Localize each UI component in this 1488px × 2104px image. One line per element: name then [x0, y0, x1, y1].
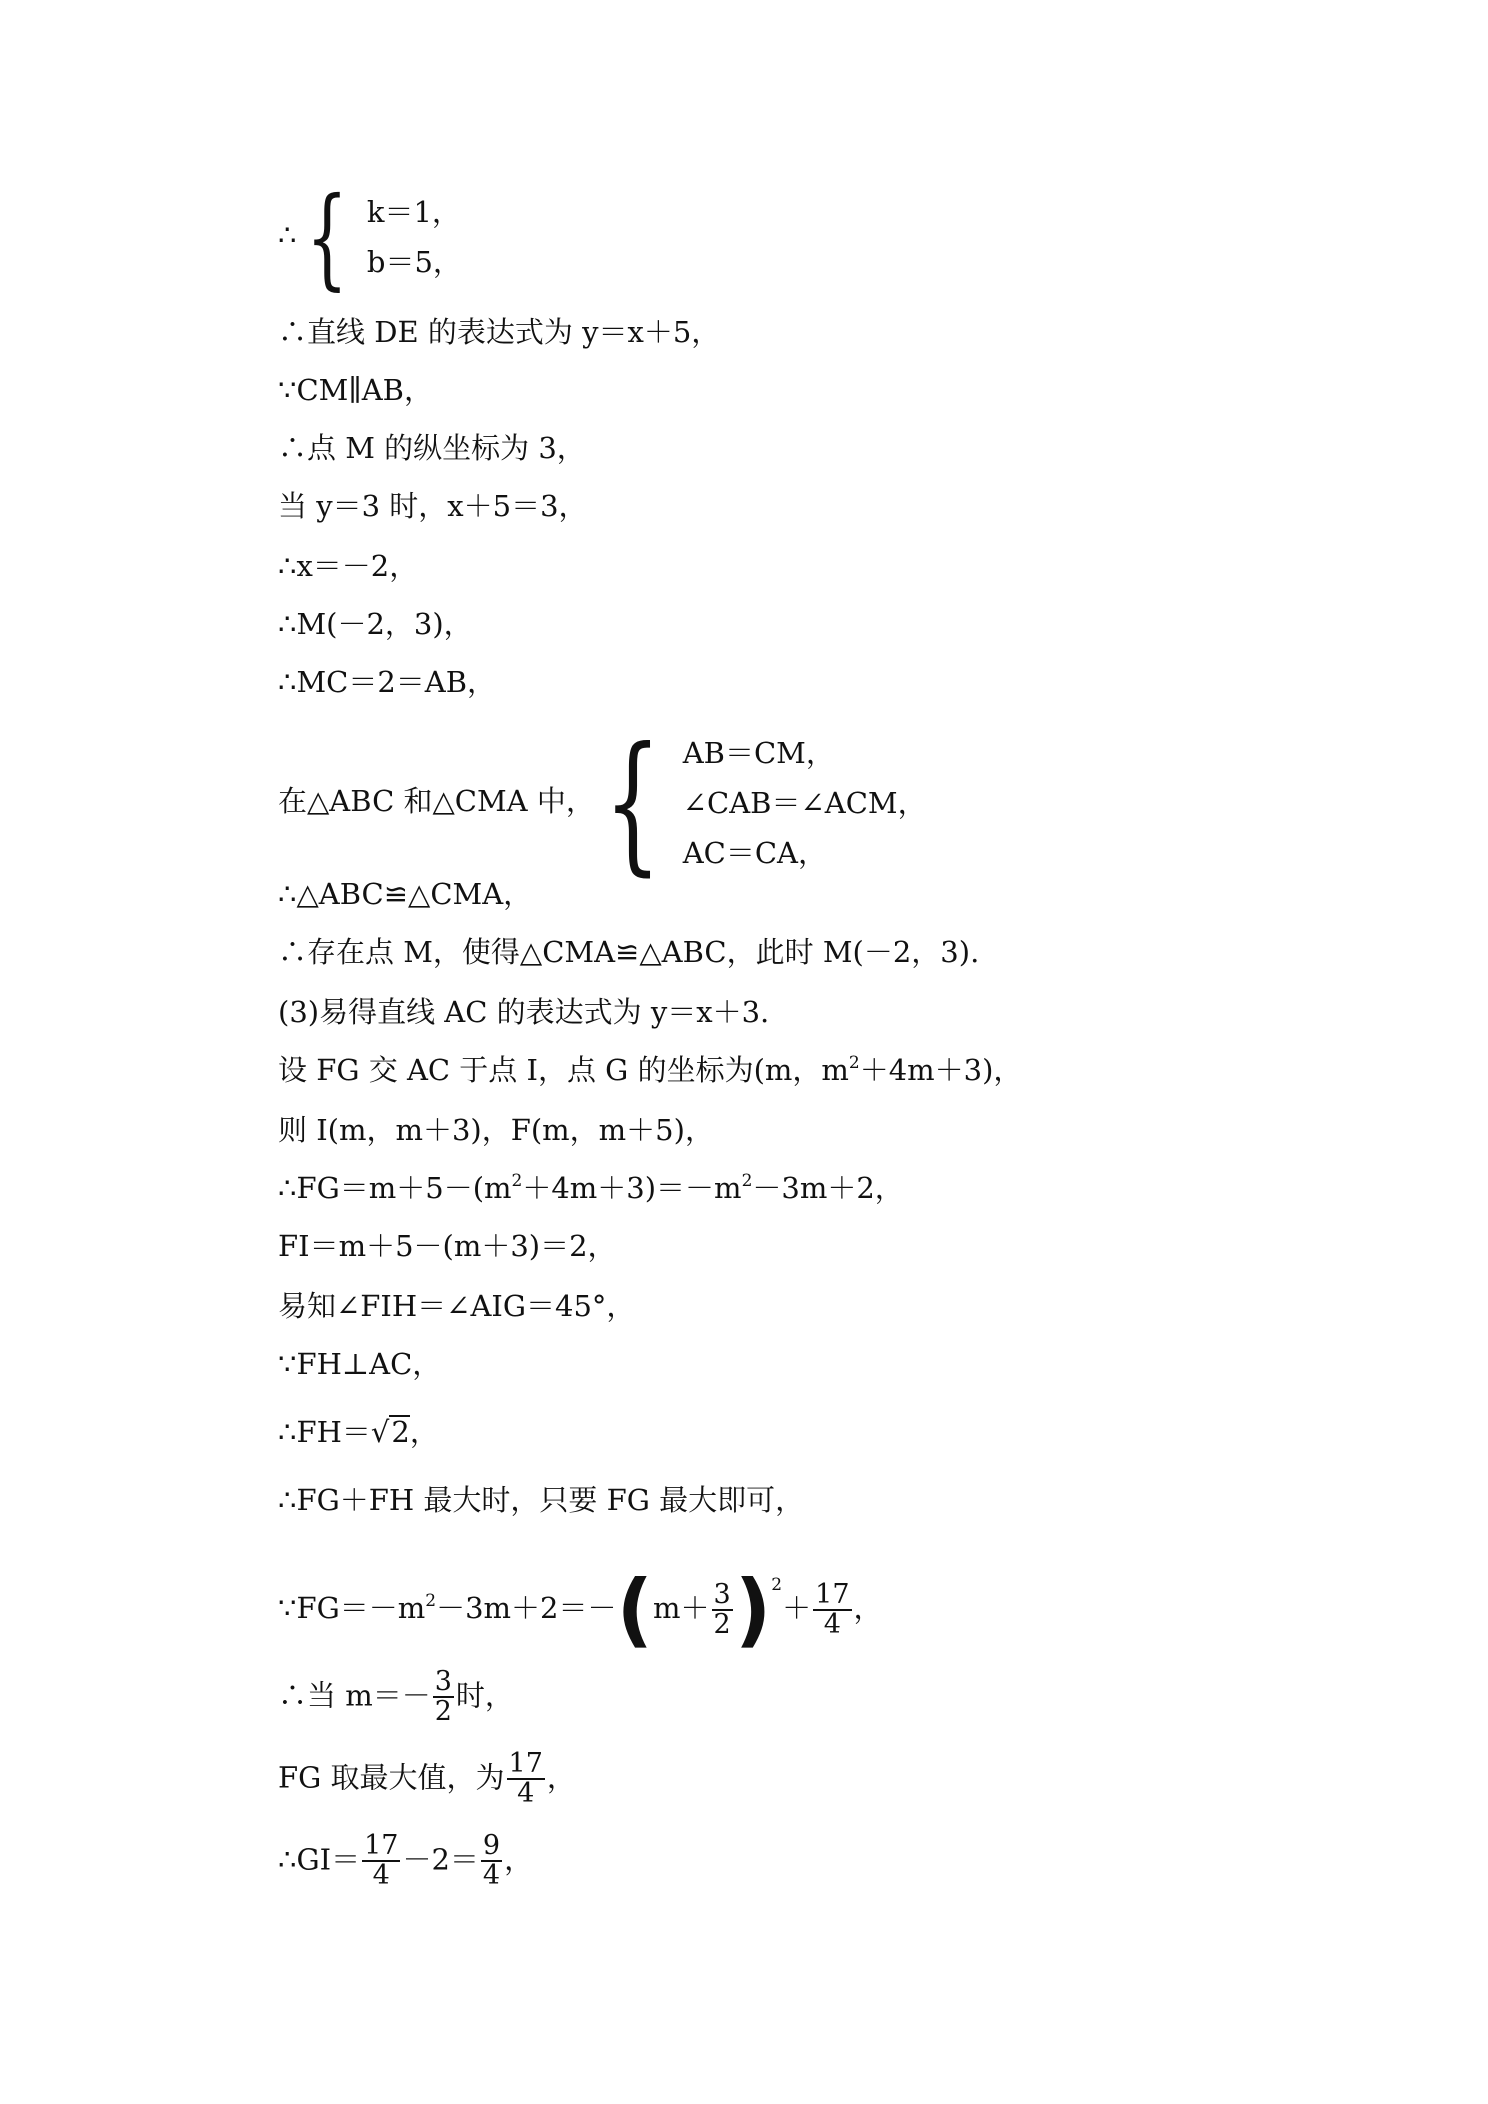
fraction-17-4: $\frac{17}{4}$ [508, 1748, 543, 1810]
brace-group-2 [604, 716, 927, 890]
line-fg-fh-max: ∴FG＋FH 最大时，只要 FG 最大即可， [278, 1483, 805, 1517]
line-fg-expression [278, 1170, 904, 1206]
cond-ab-cm: AB＝CM， [682, 736, 835, 770]
gi-part-b: －2＝ [402, 1842, 479, 1877]
line-when-y3: 当 y＝3 时，x＋5＝3， [278, 489, 588, 523]
square-exponent: 2 [425, 1591, 437, 1611]
fraction-17-4: $\frac{17}{4}$ [364, 1830, 399, 1892]
line-de-expression: ∴直线 DE 的表达式为 y＝x＋5， [278, 315, 721, 349]
vf-part-e: ， [853, 1591, 883, 1625]
fg-max-part-b: ， [546, 1760, 576, 1795]
vf-part-a: ∵FG＝－m [278, 1591, 426, 1625]
fh-part-a: ∴FH＝ [278, 1415, 371, 1449]
line-fh-sqrt2 [278, 1414, 439, 1450]
line-points-if: 则 I(m，m＋3)，F(m，m＋5)， [278, 1113, 714, 1147]
congruence-prefix: 在△ABC 和△CMA 中， [278, 784, 595, 818]
set-fg-part-b: ＋4m＋3)， [859, 1053, 1023, 1087]
vf-part-d: ＋ [782, 1591, 812, 1625]
square-exponent: 2 [848, 1053, 860, 1073]
fg-max-part-a: FG 取最大值，为 [278, 1760, 505, 1795]
vf-part-c: m＋ [653, 1591, 710, 1625]
line-angle-45: 易知∠FIH＝∠AIG＝45°， [278, 1289, 636, 1323]
line-fi-value: FI＝m＋5－(m＋3)＝2， [278, 1229, 617, 1263]
line-exists-m: ∴存在点 M，使得△CMA≌△ABC，此时 M(－2，3). [278, 935, 980, 969]
gi-part-a: ∴GI＝ [278, 1842, 361, 1877]
fg-part-b: ＋4m＋3)＝－m [522, 1171, 742, 1205]
fraction-17-4: $\frac{17}{4}$ [815, 1578, 850, 1640]
line-cm-parallel: ∵CM∥AB， [278, 373, 433, 407]
line-vertex-form [278, 1563, 883, 1656]
therefore-symbol: ∴ [278, 218, 297, 252]
square-exponent: 2 [741, 1171, 753, 1191]
line-set-fg [278, 1052, 1022, 1088]
fraction-3-2: $\frac{3}{2}$ [713, 1578, 731, 1640]
equation-stack [367, 187, 462, 287]
fg-part-a: ∴FG＝m＋5－(m [278, 1171, 512, 1205]
square-exponent: 2 [511, 1171, 523, 1191]
fg-part-c: －3m＋2， [752, 1171, 904, 1205]
line-fg-max-value [278, 1750, 576, 1809]
brace-group [305, 173, 462, 301]
sqrt-expression [371, 1414, 410, 1450]
fraction-3-2: $\frac{3}{2}$ [434, 1666, 452, 1728]
line-congruence-conditions [278, 716, 927, 890]
line-m-point: ∴M(－2，3)， [278, 607, 473, 641]
system-kb [278, 173, 462, 301]
cond-angles: ∠CAB＝∠ACM， [682, 786, 927, 820]
square-exponent: 2 [771, 1575, 783, 1595]
right-paren: ) [734, 1563, 772, 1656]
fraction-9-4: $\frac{9}{4}$ [482, 1830, 501, 1892]
left-brace-2: { [604, 716, 662, 890]
line-gi-value [278, 1832, 533, 1891]
fh-part-b: ， [409, 1415, 439, 1449]
gi-part-c: ， [504, 1842, 534, 1877]
condition-stack [683, 728, 927, 878]
line-mc-ab: ∴MC＝2＝AB， [278, 665, 497, 699]
line-fh-perp: ∵FH⊥AC， [278, 1347, 442, 1381]
left-brace: { [305, 173, 348, 301]
vf-part-b: －3m＋2＝－ [436, 1591, 617, 1625]
line-x-value: ∴x＝－2， [278, 549, 419, 583]
when-m-part-b: 时， [455, 1678, 514, 1713]
sqrt-argument: 2 [391, 1415, 410, 1449]
line-triangle-congruent: ∴△ABC≌△CMA， [278, 877, 533, 911]
when-m-part-a: ∴当 m＝－ [278, 1678, 431, 1713]
left-paren: ( [616, 1563, 654, 1656]
cond-ac-ca: AC＝CA， [682, 836, 827, 870]
line-m-ordinate: ∴点 M 的纵坐标为 3， [278, 431, 586, 465]
eq-k: k＝1， [366, 195, 461, 229]
line-ac-expression: (3)易得直线 AC 的表达式为 y＝x＋3. [278, 995, 770, 1029]
line-when-m [278, 1668, 514, 1727]
sqrt-sign: √ [370, 1415, 390, 1449]
set-fg-part-a: 设 FG 交 AC 于点 I，点 G 的坐标为(m，m [278, 1053, 849, 1087]
eq-b: b＝5， [366, 245, 462, 279]
